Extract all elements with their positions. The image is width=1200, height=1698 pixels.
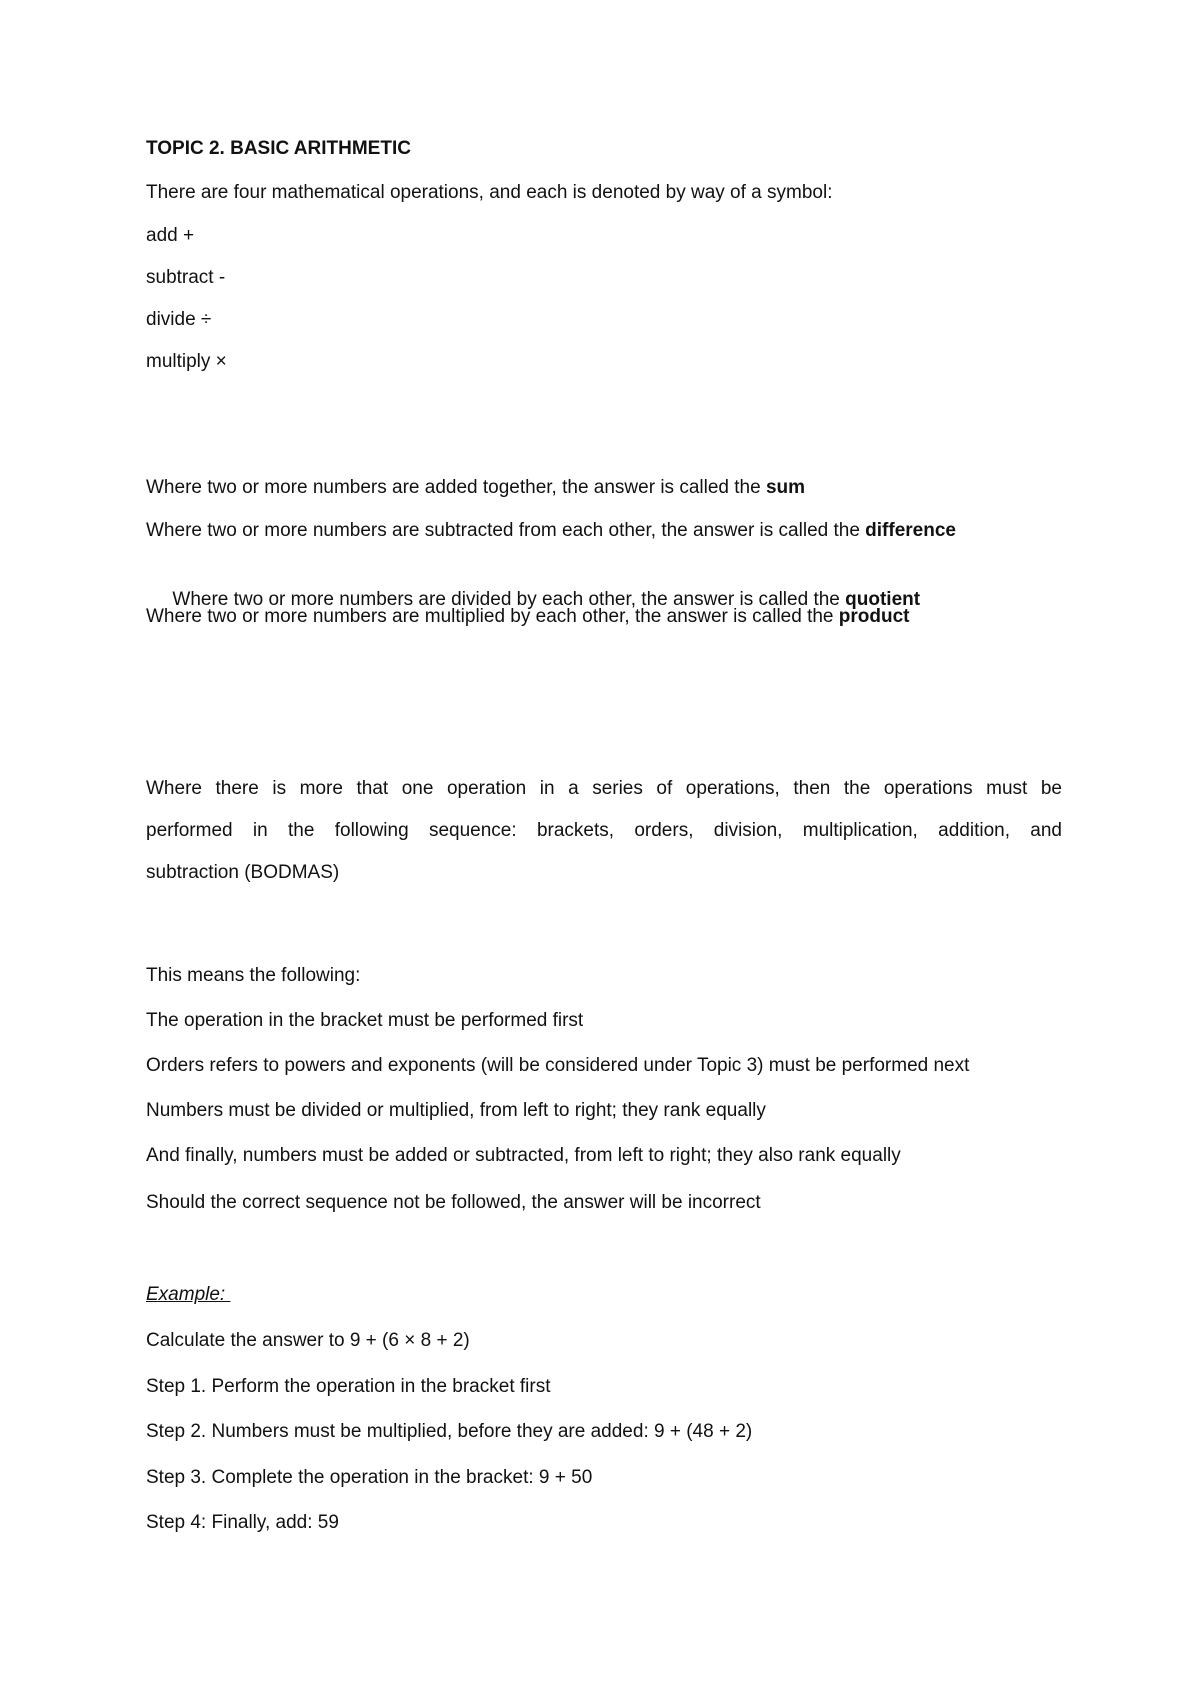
- rule-orders: Orders refers to powers and exponents (will be considered under Topic 3) must be performed next: [146, 1055, 970, 1076]
- example-step-3: Step 3. Complete the operation in the bracket: 9 + 50: [146, 1467, 593, 1488]
- bodmas-paragraph-line-1: Where there is more that one operation in a series of operations, then the operations must be: [146, 778, 1062, 799]
- operation-add: add +: [146, 225, 195, 246]
- bodmas-paragraph-line-3: subtraction (BODMAS): [146, 862, 340, 883]
- rule-divide-multiply: Numbers must be divided or multiplied, from left to right; they rank equally: [146, 1100, 766, 1121]
- definition-text: Where two or more numbers are multiplied by each other, the answer is called the: [146, 606, 839, 627]
- bodmas-paragraph-line-2: performed in the following sequence: brackets, orders, division, multiplication, addition, and: [146, 820, 1062, 841]
- rule-add-subtract: And finally, numbers must be added or subtracted, from left to right; they also rank equally: [146, 1145, 901, 1166]
- example-step-4: Step 4: Finally, add: 59: [146, 1512, 339, 1533]
- operation-subtract: subtract -: [146, 267, 226, 288]
- definition-term: product: [838, 606, 910, 627]
- definition-product: [146, 604, 910, 630]
- definition-text: Where two or more numbers are divided by each other, the answer is called the: [167, 589, 846, 610]
- rule-sequence-warning: Should the correct sequence not be followed, the answer will be incorrect: [146, 1192, 761, 1213]
- definition-term: difference: [865, 520, 956, 541]
- rule-brackets: The operation in the bracket must be performed first: [146, 1010, 584, 1031]
- definition-term: sum: [765, 477, 806, 498]
- page-title: TOPIC 2. BASIC ARITHMETIC: [146, 138, 411, 159]
- intro-text: There are four mathematical operations, and each is denoted by way of a symbol:: [146, 182, 833, 203]
- example-label: Example:: [146, 1284, 231, 1305]
- operation-multiply: multiply ×: [146, 351, 227, 372]
- example-question: Calculate the answer to 9 + (6 × 8 + 2): [146, 1330, 470, 1351]
- example-step-1: Step 1. Perform the operation in the bracket first: [146, 1376, 551, 1397]
- definition-sum: [146, 475, 805, 501]
- definition-difference: [146, 518, 956, 544]
- example-step-2: Step 2. Numbers must be multiplied, before they are added: 9 + (48 + 2): [146, 1421, 753, 1442]
- example-heading: [146, 1282, 230, 1308]
- operation-divide: divide ÷: [146, 309, 212, 330]
- definition-text: Where two or more numbers are subtracted from each other, the answer is called the: [146, 520, 866, 541]
- means-heading: This means the following:: [146, 965, 361, 986]
- definition-term: quotient: [845, 589, 921, 610]
- definition-text: Where two or more numbers are added together, the answer is called the: [146, 477, 766, 498]
